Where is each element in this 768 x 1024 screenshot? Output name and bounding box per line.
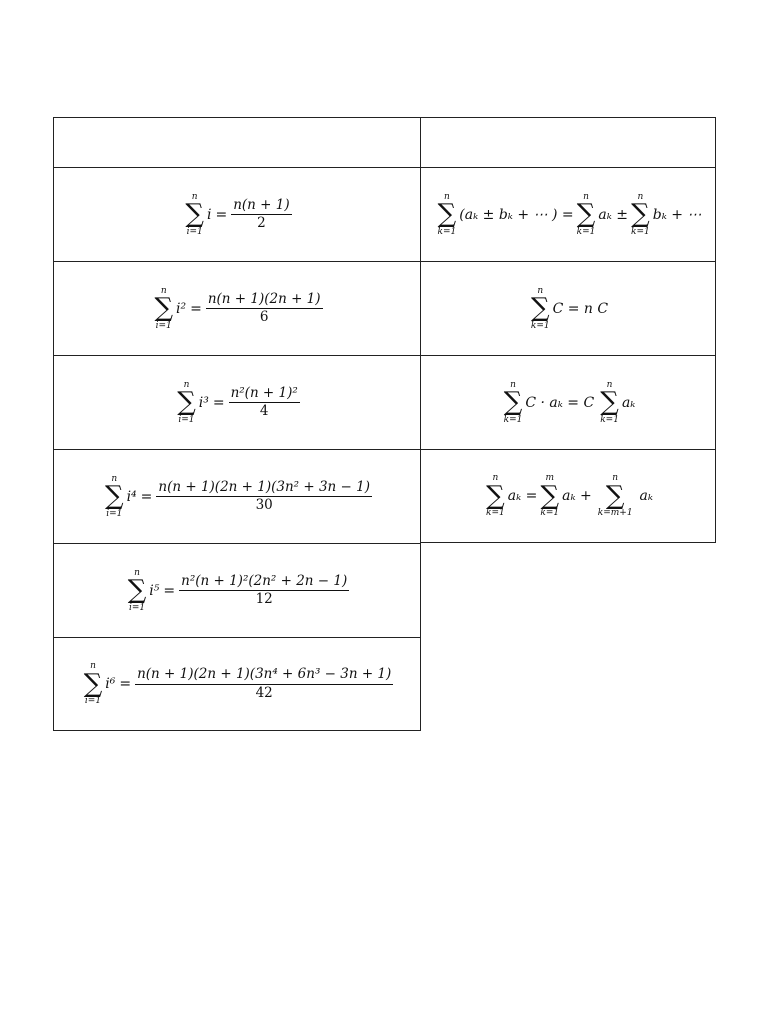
equals-sign: = (163, 582, 176, 599)
denominator: 42 (255, 684, 273, 701)
formula-sum-i6 (81, 661, 394, 706)
numerator: n(n + 1)(2n + 1) (206, 293, 323, 310)
numerator: n²(n + 1)²(2n² + 2n − 1) (179, 575, 349, 592)
lower-limit: k=1 (540, 508, 560, 519)
denominator: 2 (257, 215, 266, 231)
equals-sign: = (215, 206, 228, 223)
sigma-symbol: n ∑ k=1 (437, 191, 457, 237)
formula-cell-sum-i2 (53, 261, 421, 356)
upper-limit: n (492, 473, 499, 484)
fraction (206, 290, 323, 325)
upper-limit: n (191, 191, 198, 202)
equals-sign: = (140, 488, 153, 505)
lower-limit: k=1 (600, 414, 619, 425)
upper-limit: n (444, 191, 450, 202)
formula-cell-sum-i5 (53, 543, 421, 638)
formula-sum-i4 (102, 474, 372, 519)
numerator: n²(n + 1)² (229, 387, 300, 404)
sigma-symbol: n ∑ i=1 (127, 567, 147, 613)
summand: i³ (198, 394, 209, 411)
upper-limit: n (606, 379, 613, 390)
summand: i (206, 206, 212, 223)
formula-cell-sum-i (53, 167, 421, 262)
sigma-symbol: n ∑ k=1 (503, 379, 523, 425)
property-scalar (501, 380, 636, 425)
lower-limit: i=1 (106, 508, 123, 519)
upper-limit: n (612, 473, 619, 484)
denominator: 30 (255, 497, 273, 513)
upper-limit: n (510, 379, 516, 390)
equals-sign: = (119, 676, 132, 692)
summand: i⁴ (126, 488, 137, 505)
formula-cell-sum-i6 (53, 637, 421, 731)
lower-limit: k=1 (486, 508, 505, 519)
sigma-symbol: n ∑ k=1 (486, 473, 505, 519)
term: aₖ (639, 488, 653, 504)
numerator: n(n + 1) (231, 199, 291, 216)
sigma-symbol: n ∑ i=1 (83, 661, 103, 707)
sigma-symbol: n ∑ i=1 (185, 191, 204, 237)
property-linearity (435, 192, 702, 237)
denominator: 6 (259, 309, 269, 325)
equals-sign: = (190, 300, 202, 317)
denominator: 12 (255, 591, 273, 607)
equals-sign: = (212, 394, 225, 411)
header-cell-left (53, 117, 421, 168)
lower-limit: k=1 (631, 226, 650, 237)
term: aₖ = (507, 488, 538, 504)
upper-limit: n (90, 661, 96, 672)
fraction (231, 196, 291, 231)
term: aₖ (621, 394, 636, 411)
upper-limit: n (583, 191, 589, 202)
lower-limit: i=1 (186, 226, 203, 237)
sigma-symbol: n ∑ k=1 (600, 379, 619, 425)
formula-sum-i2 (151, 286, 322, 331)
term: C · aₖ = C (525, 394, 595, 411)
sigma-symbol: m ∑ k=1 (540, 473, 560, 519)
lower-limit: i=1 (178, 414, 195, 425)
fraction (179, 572, 349, 607)
denominator: 4 (259, 403, 269, 419)
header-cell-right (420, 117, 716, 168)
term: aₖ ± (598, 206, 628, 223)
sigma-symbol: n ∑ i=1 (177, 379, 196, 425)
formula-cell-sum-i4 (53, 449, 421, 544)
lower-limit: k=1 (576, 226, 596, 237)
formula-sum-i5 (125, 568, 350, 613)
term: (aₖ ± bₖ + ⋯ ) = (459, 206, 574, 223)
upper-limit: n (537, 285, 544, 296)
upper-limit: n (111, 473, 118, 484)
lower-limit: i=1 (84, 696, 102, 707)
numerator: n(n + 1)(2n + 1)(3n² + 3n − 1) (156, 481, 372, 498)
upper-limit: n (160, 285, 167, 296)
lower-limit: k=m+1 (597, 508, 633, 519)
property-cell-scalar (420, 355, 716, 450)
sigma-symbol: n ∑ k=m+1 (597, 473, 633, 519)
sigma-symbol: n ∑ i=1 (105, 473, 124, 519)
numerator: n(n + 1)(2n + 1)(3n⁴ + 6n³ − 3n + 1) (135, 668, 393, 685)
property-constant (528, 286, 608, 331)
term: aₖ + (562, 488, 592, 504)
sigma-symbol: n ∑ i=1 (154, 285, 173, 331)
summand: i² (176, 300, 187, 317)
sigma-symbol: n ∑ k=1 (530, 285, 550, 331)
fraction (156, 478, 372, 513)
lower-limit: k=1 (437, 226, 457, 237)
property-split (483, 473, 653, 518)
property-cell-split (420, 449, 716, 543)
summand: i⁶ (105, 676, 116, 692)
upper-limit: n (637, 191, 644, 202)
lower-limit: i=1 (155, 320, 172, 331)
lower-limit: k=1 (503, 414, 523, 425)
upper-limit: n (134, 567, 140, 578)
fraction (135, 668, 393, 700)
fraction (229, 384, 300, 419)
upper-limit: m (545, 473, 555, 484)
term: bₖ + ⋯ (652, 206, 702, 223)
property-cell-constant (420, 261, 716, 356)
lower-limit: i=1 (128, 602, 146, 613)
formula-sum-i3 (174, 380, 300, 425)
upper-limit: n (183, 379, 190, 390)
lower-limit: k=1 (530, 320, 550, 331)
formula-sum-i (182, 192, 291, 237)
property-cell-linearity (420, 167, 716, 262)
term: C = n C (552, 300, 609, 317)
sigma-symbol: n ∑ k=1 (576, 191, 596, 237)
sigma-symbol: n ∑ k=1 (631, 191, 650, 237)
formula-cell-sum-i3 (53, 355, 421, 450)
summand: i⁵ (149, 582, 160, 599)
